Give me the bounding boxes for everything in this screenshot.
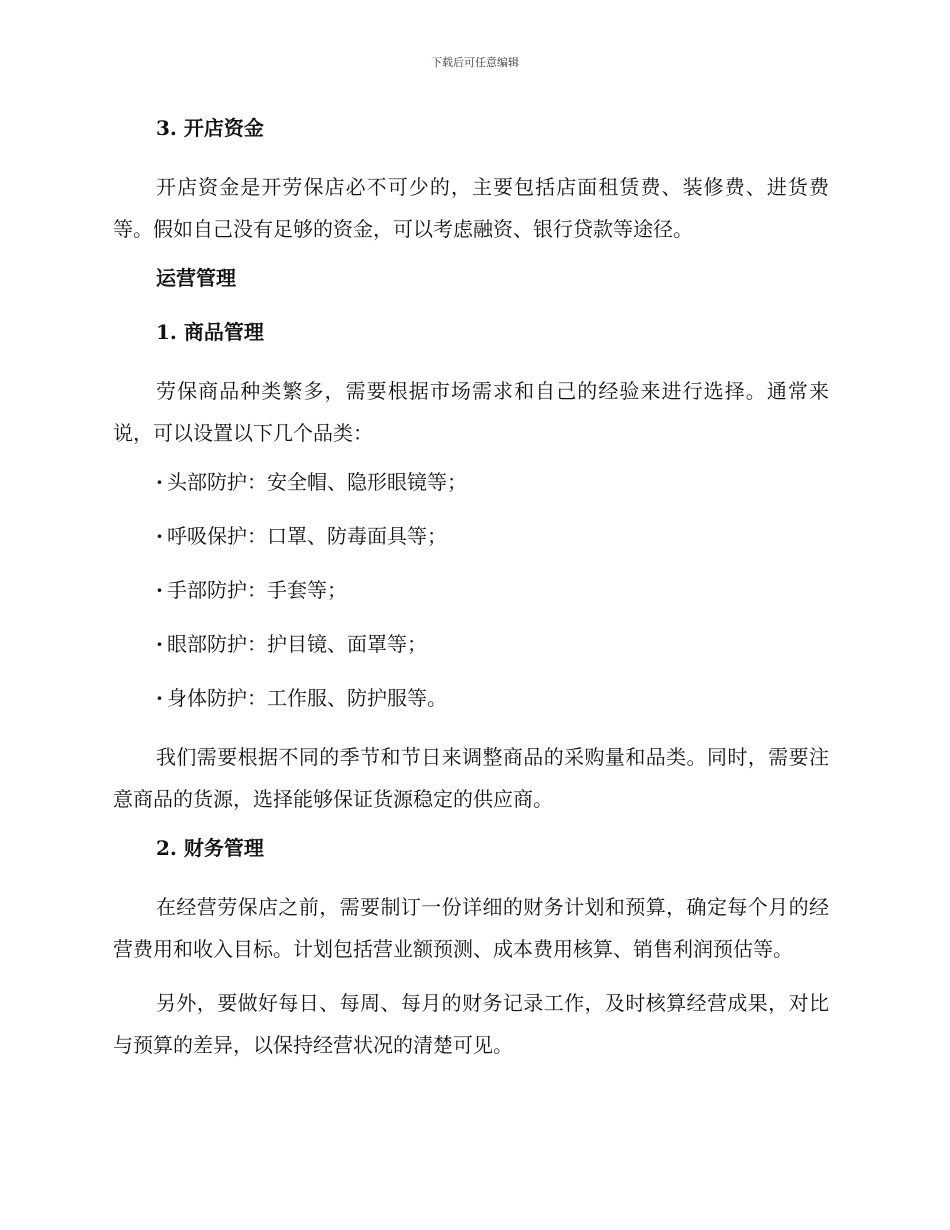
bullet-text: 眼部防护：护目镜、面罩等； [166, 632, 427, 656]
section-heading-operations: 运营管理 [156, 266, 236, 290]
bullet-item [156, 466, 829, 498]
paragraph-startup-funds: 开店资金是开劳保店必不可少的，主要包括店面租赁费、装修费、进货费等。假如自己没有足够的资金，可以考虑融资、银行贷款等途径。 [113, 175, 829, 241]
bullet-mark: · [156, 524, 163, 548]
bullet-item [156, 628, 829, 660]
bullet-mark: · [156, 632, 163, 656]
bullet-mark: · [156, 470, 163, 494]
section-heading-startup-funds: 3. 开店资金 [156, 116, 264, 140]
section-heading-finance-management: 2. 财务管理 [156, 836, 264, 860]
bullet-item [156, 682, 829, 714]
paragraph-goods-sourcing: 我们需要根据不同的季节和节日来调整商品的采购量和品类。同时，需要注意商品的货源，选择能够保证货源稳定的供应商。 [113, 745, 829, 811]
document-body [113, 112, 829, 1078]
bullet-text: 头部防护：安全帽、隐形眼镜等； [166, 470, 467, 494]
bullet-item [156, 520, 829, 552]
bullet-text: 身体防护：工作服、防护服等。 [166, 686, 447, 710]
bullet-text: 手部防护：手套等； [166, 578, 347, 602]
bullet-text: 呼吸保护：口罩、防毒面具等； [166, 524, 447, 548]
section-heading-goods-management: 1. 商品管理 [156, 320, 264, 344]
bullet-item [156, 574, 829, 606]
paragraph-goods-intro: 劳保商品种类繁多，需要根据市场需求和自己的经验来进行选择。通常来说，可以设置以下几个品类： [113, 379, 829, 445]
paragraph-finance-plan: 在经营劳保店之前，需要制订一份详细的财务计划和预算，确定每个月的经营费用和收入目标。计划包括营业额预测、成本费用核算、销售利润预估等。 [113, 895, 829, 961]
bullet-mark: · [156, 578, 163, 602]
paragraph-finance-records: 另外，要做好每日、每周、每月的财务记录工作，及时核算经营成果，对比与预算的差异，以保持经营状况的清楚可见。 [113, 991, 829, 1057]
page-header: 下载后可任意编辑 [431, 56, 519, 69]
bullet-mark: · [156, 686, 163, 710]
